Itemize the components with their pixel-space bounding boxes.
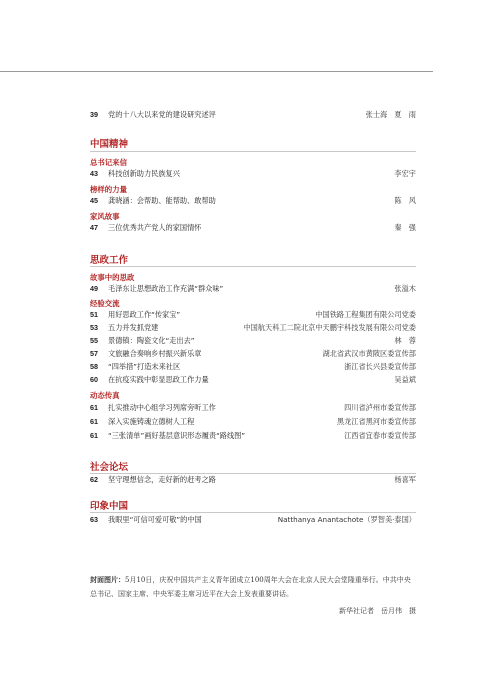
entry-title: “三张清单”画好基层意识形态履责“路线图” — [108, 431, 246, 440]
toc-entry[interactable] — [90, 514, 416, 526]
top-rule — [0, 71, 433, 72]
photo-credit: 新华社记者 岳月伟 摄 — [339, 607, 416, 615]
page-number: 51 — [90, 310, 98, 319]
section-title: 思政工作 — [90, 255, 129, 266]
subsection-label: 总书记来信 — [90, 158, 127, 167]
section-rule — [90, 512, 416, 513]
entry-author: 陈 风 — [394, 196, 416, 205]
section-title: 印象中国 — [90, 501, 129, 512]
toc-entry[interactable] — [90, 474, 416, 486]
page-number: 55 — [90, 336, 98, 345]
entry-author: 吴益斌 — [394, 375, 416, 384]
page-number: 61 — [90, 417, 98, 426]
page-number: 49 — [90, 284, 98, 293]
entry-author: 黑龙江省黑河市委宣传部 — [336, 417, 416, 426]
cover-label: 封面图片： — [90, 575, 125, 584]
entry-author: 张溢木 — [394, 284, 416, 293]
entry-author: 林 蓉 — [394, 336, 416, 345]
toc-entry[interactable] — [90, 416, 416, 428]
entry-title: 五力并发抓党建 — [108, 323, 159, 332]
page-number: 58 — [90, 362, 98, 371]
toc-entry[interactable] — [90, 168, 416, 180]
cover-text: 5月10日，庆祝中国共产主义青年团成立100周年大会在北京人民大会堂隆重举行。中共中央总书记、国家主席、中央军委主席习近平在大会上发表重要讲话。 — [90, 576, 411, 598]
cover-caption — [90, 573, 416, 601]
entry-title: 我眼里“可信可爱可敬”的中国 — [108, 515, 202, 524]
page-number: 47 — [90, 223, 98, 232]
entry-title: 毛泽东让思想政治工作充满“群众味” — [108, 284, 224, 293]
toc-entry[interactable] — [90, 109, 416, 121]
entry-author: Natthanya Anantachote（罗智美·泰国） — [277, 515, 416, 524]
section-title: 中国精神 — [90, 139, 129, 150]
entry-author: 中国铁路工程集团有限公司党委 — [315, 310, 416, 319]
toc-entry[interactable] — [90, 322, 416, 334]
page-number: 62 — [90, 475, 98, 484]
entry-author: 张士海 夏 雨 — [365, 110, 416, 119]
entry-title: 科技创新助力民族复兴 — [108, 169, 180, 178]
page-number: 61 — [90, 403, 98, 412]
entry-author: 杨喜军 — [394, 475, 416, 484]
entry-title: 景德镇：陶瓷文化“走出去” — [108, 336, 195, 345]
page-number: 61 — [90, 431, 98, 440]
section-rule — [90, 151, 416, 152]
page-number: 53 — [90, 323, 98, 332]
toc-entry[interactable] — [90, 402, 416, 414]
entry-title: 党的十八大以来党的建设研究述评 — [108, 110, 216, 119]
entry-title: “四举措”打造未来社区 — [108, 362, 181, 371]
entry-title: 扎实推动中心组学习列席旁听工作 — [108, 403, 216, 412]
entry-title: 在抗疫实践中彰显思政工作力量 — [108, 375, 209, 384]
entry-title: 深入实施铸魂立德树人工程 — [108, 417, 195, 426]
entry-author: 湖北省武汉市黄陂区委宣传部 — [322, 349, 416, 358]
entry-author: 江西省宜春市委宣传部 — [344, 431, 416, 440]
page-number: 63 — [90, 515, 98, 524]
subsection-label: 榜样的力量 — [90, 185, 127, 194]
toc-entry[interactable] — [90, 348, 416, 360]
toc-entry[interactable] — [90, 283, 416, 295]
subsection-label: 故事中的思政 — [90, 273, 135, 282]
entry-title: 三位优秀共产党人的家国情怀 — [108, 223, 202, 232]
toc-entry[interactable] — [90, 222, 416, 234]
toc-entry[interactable] — [90, 430, 416, 442]
section-title: 社会论坛 — [90, 462, 129, 473]
page-number: 45 — [90, 196, 98, 205]
entry-author: 四川省泸州市委宣传部 — [344, 403, 416, 412]
subsection-label: 动态传真 — [90, 391, 120, 400]
toc-entry[interactable] — [90, 361, 416, 373]
entry-title: 用好思政工作“传家宝” — [108, 310, 181, 319]
page-number: 57 — [90, 349, 98, 358]
section-rule — [90, 266, 416, 267]
entry-author: 秦 强 — [394, 223, 416, 232]
entry-author: 李宏宇 — [394, 169, 416, 178]
entry-title: 文旅融合奏响乡村振兴新乐章 — [108, 349, 202, 358]
toc-entry[interactable] — [90, 309, 416, 321]
toc-entry[interactable] — [90, 195, 416, 207]
toc-entry[interactable] — [90, 374, 416, 386]
page-number: 43 — [90, 169, 98, 178]
entry-title: 龚晓涵：会帮助、能帮助、敢帮助 — [108, 196, 216, 205]
entry-author: 浙江省长兴县委宣传部 — [344, 362, 416, 371]
subsection-label: 经验交流 — [90, 299, 120, 308]
toc-entry[interactable] — [90, 335, 416, 347]
entry-author: 中国航天科工二院北京中天鹏宇科技发展有限公司党委 — [243, 323, 416, 332]
entry-title: 坚守理想信念，走好新的赶考之路 — [108, 475, 216, 484]
subsection-label: 家风故事 — [90, 212, 120, 221]
page-number: 60 — [90, 375, 98, 384]
page-number: 39 — [90, 110, 98, 119]
